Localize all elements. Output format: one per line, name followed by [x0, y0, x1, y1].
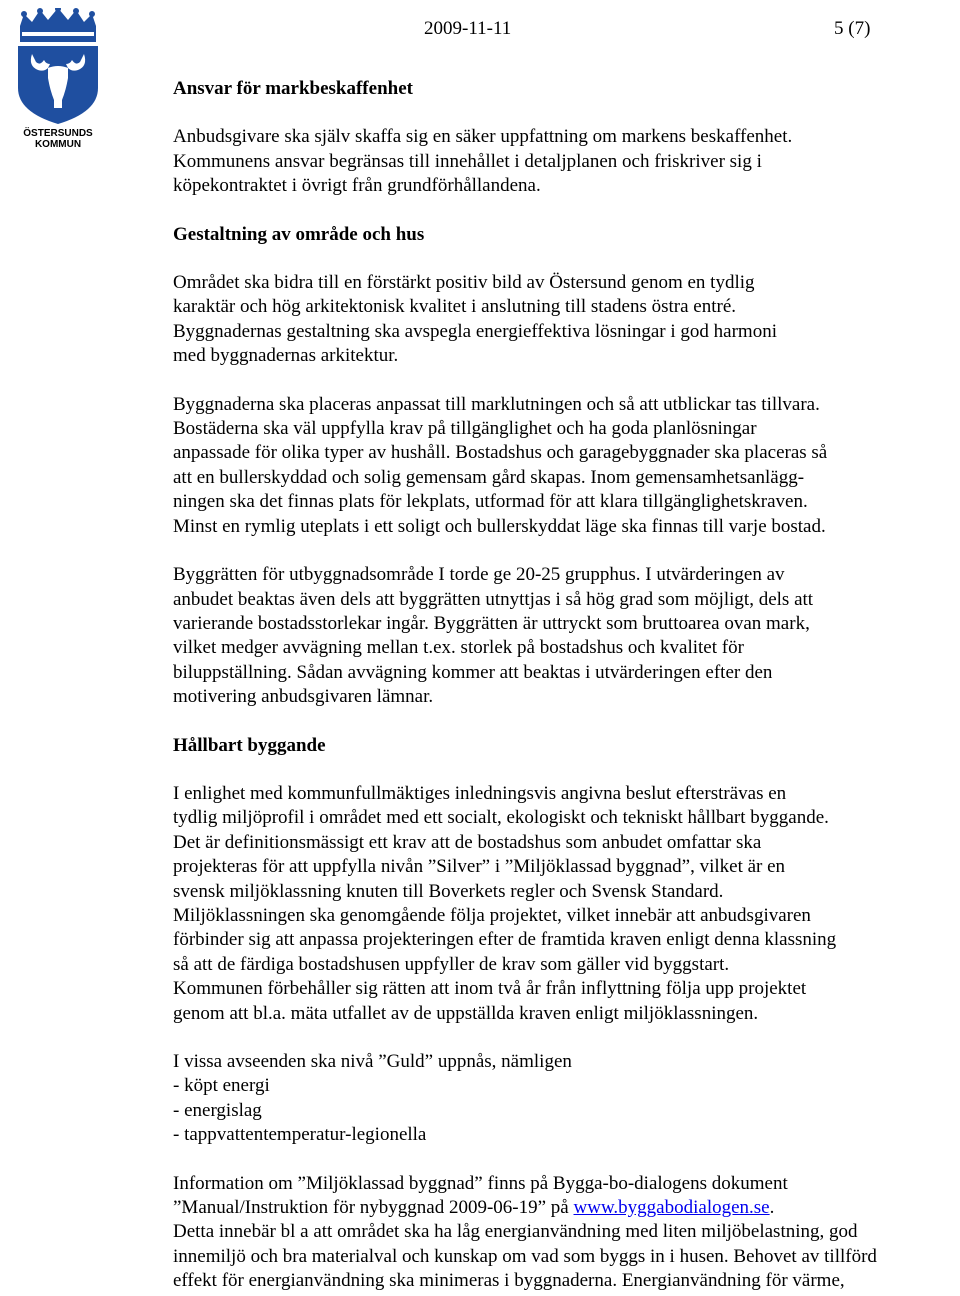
- paragraph-information: Information om ”Miljöklassad byggnad” finns på Bygga-bo-dialogens dokument ”Manual/Instruktion för nybyggnad 2009-06-19” på www.byggabodialogen.se. Detta innebär bl a att området ska ha låg energianvändning med liten miljöbelastning, god innemiljö och bra materialval och kunskap om vad som byggs in i husen. Behovet av tillförd effekt för energianvändning ska minimeras i byggnaderna. Energianvändning för värme,: [173, 1172, 877, 1292]
- logo-text-line1: ÖSTERSUNDS: [23, 128, 93, 139]
- page-number: 5 (7): [834, 18, 871, 39]
- coat-of-arms-icon: [10, 8, 106, 148]
- list-item: - köpt energi: [173, 1075, 270, 1097]
- paragraph-markbeskaffenhet: Anbudsgivare ska själv skaffa sig en säker uppfattning om markens beskaffenhet. Kommunens ansvar begränsas till innehållet i detaljplanen och friskriver sig i köpekontraktet i övrigt från grundförhållandena.: [173, 126, 793, 197]
- paragraph-hallbart-1: I enlighet med kommunfullmäktiges inledningsvis angivna beslut eftersträvas en tydlig miljöprofil i området med ett socialt, ekologiskt och tekniskt hållbart byggande. Det är definitionsmässigt ett krav att de bostadshus som anbudet omfattar ska projekteras för att uppfylla nivån ”Silver” i ”Miljöklassad byggnad”, vilket är en svensk miljöklassning knuten till Boverkets regler och Svensk Standard. Miljöklassningen ska genomgående följa projektet, vilket innebär att anbudsgivaren förbinder sig att anpassa projekteringen efter de framtida kraven enligt denna klassning så att de färdiga bostadshusen uppfyller de krav som gäller vid byggstart. Kommunen förbehåller sig rätten att inom två år från inflyttning följa upp projektet genom att bl.a. mäta utfallet av de uppställda kraven enligt miljöklassningen.: [173, 782, 837, 1024]
- municipality-logo: [10, 8, 106, 148]
- heading-markbeskaffenhet: Ansvar för markbeskaffenhet: [173, 78, 413, 99]
- list-item: - tappvattentemperatur-legionella: [173, 1124, 427, 1146]
- list-item: - energislag: [173, 1099, 262, 1121]
- document-date: 2009-11-11: [424, 18, 512, 39]
- document-body: [173, 77, 960, 1294]
- logo-text-line2: KOMMUN: [34, 139, 82, 148]
- paragraph-gestaltning-3: Byggrätten för utbyggnadsområde I torde ge 20-25 grupphus. I utvärderingen av anbudet beaktas även dels att byggrätten utnyttjas i så hög grad som möjligt, dels att varierande bostadsstorlekar ingår. Byggrätten är uttryckt som bruttoarea ovan mark, vilket medger avvägning mellan t.ex. storlek på bostadshus och kvalitet för biluppställning. Sådan avvägning kommer att beaktas i utvärderingen efter den motivering anbudsgivaren lämnar.: [173, 564, 814, 708]
- paragraph-gestaltning-2: Byggnaderna ska placeras anpassat till marklutningen och så att utblickar tas tillvara. Bostäderna ska väl uppfylla krav på tillgänglighet och ha goda planlösningar anpassade för olika typer av hushåll. Bostadshus och garagebyggnader ska placeras så att en bullerskyddad och solig gemensam gård skapas. Inom gemensamhetsanlägg- ningen ska det finnas plats för lekplats, utformad för att klara tillgänglighetskraven. Minst en rymlig uteplats i ett soligt och bullerskyddat läge ska finnas till varje bostad.: [173, 393, 828, 537]
- heading-gestaltning: Gestaltning av område och hus: [173, 223, 425, 245]
- heading-hallbart-byggande: Hållbart byggande: [173, 734, 326, 756]
- paragraph-gestaltning-1: Området ska bidra till en förstärkt positiv bild av Östersund genom en tydlig karaktär och hög arkitektonisk kvalitet i anslutning till stadens östra entré. Byggnadernas gestaltning ska avspegla energieffektiva lösningar i god harmoni med byggnadernas arkitektur.: [173, 272, 777, 367]
- paragraph-guld-list: I vissa avseenden ska nivå ”Guld” uppnås, nämligen - köpt energi - energislag - tappvattentemperatur-legionella: [173, 1050, 960, 1148]
- byggabodialogen-link[interactable]: www.byggabodialogen.se: [573, 1197, 770, 1219]
